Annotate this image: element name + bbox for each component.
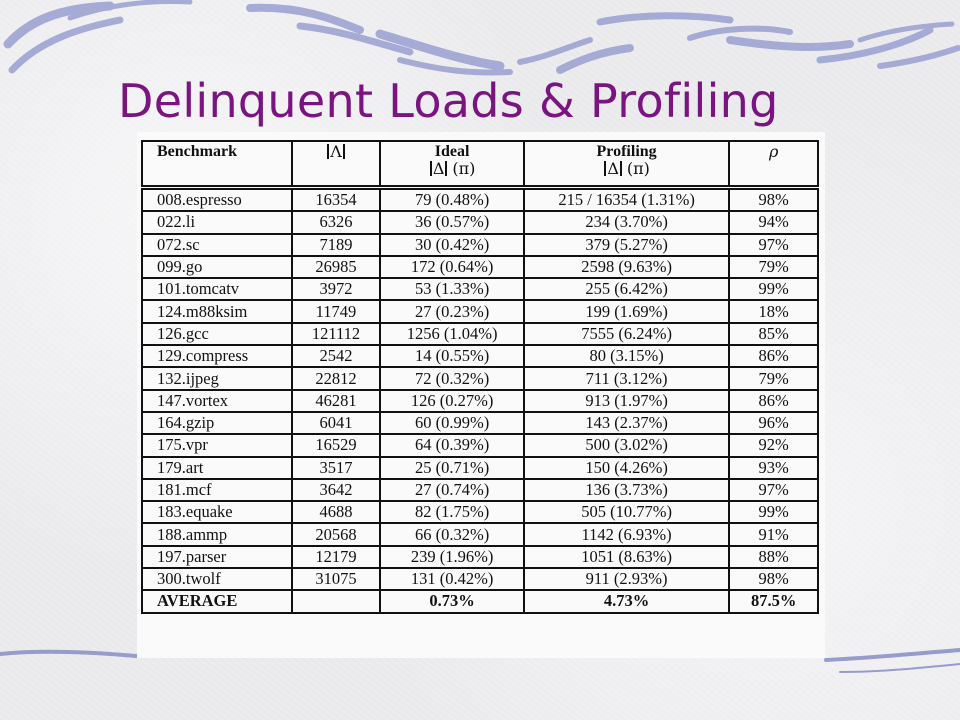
cell-benchmark: 300.twolf	[142, 568, 292, 590]
cell-ideal: 64 (0.39%)	[380, 434, 524, 456]
ideal-pi-symbol: (π)	[452, 159, 476, 178]
cell-ideal: 72 (0.32%)	[380, 367, 524, 389]
cell-ideal: 66 (0.32%)	[380, 523, 524, 545]
slide-title: Delinquent Loads & Profiling	[118, 74, 779, 128]
cell-profiling: 7555 (6.24%)	[524, 323, 729, 345]
cell-benchmark: 072.sc	[142, 234, 292, 256]
cell-lambda: 12179	[292, 546, 381, 568]
cell-rho: 79%	[729, 256, 818, 278]
cell-benchmark: 022.li	[142, 211, 292, 233]
cell-ideal: 27 (0.74%)	[380, 479, 524, 501]
cell-ideal: 239 (1.96%)	[380, 546, 524, 568]
cell-lambda: 4688	[292, 501, 381, 523]
cell-rho: 86%	[729, 345, 818, 367]
cell-rho: 99%	[729, 501, 818, 523]
table-row	[142, 278, 818, 300]
cell-lambda: 22812	[292, 367, 381, 389]
cell-benchmark: 179.art	[142, 457, 292, 479]
cell-lambda: 46281	[292, 390, 381, 412]
table-row	[142, 479, 818, 501]
table-header-row	[142, 141, 818, 188]
cell-profiling: 1142 (6.93%)	[524, 523, 729, 545]
cell-profiling: 505 (10.77%)	[524, 501, 729, 523]
cell-rho: 92%	[729, 434, 818, 456]
average-rho: 87.5%	[729, 590, 818, 612]
cell-rho: 98%	[729, 188, 818, 212]
cell-ideal: 1256 (1.04%)	[380, 323, 524, 345]
cell-profiling: 911 (2.93%)	[524, 568, 729, 590]
table-row	[142, 345, 818, 367]
cell-benchmark: 129.compress	[142, 345, 292, 367]
cell-rho: 86%	[729, 390, 818, 412]
cell-profiling: 150 (4.26%)	[524, 457, 729, 479]
table-row	[142, 211, 818, 233]
cell-lambda: 121112	[292, 323, 381, 345]
cell-ideal: 126 (0.27%)	[380, 390, 524, 412]
ideal-delta-symbol: Δ	[432, 159, 445, 178]
cell-ideal: 36 (0.57%)	[380, 211, 524, 233]
table-row	[142, 188, 818, 212]
table-row	[142, 546, 818, 568]
cell-lambda: 11749	[292, 300, 381, 322]
table-card	[137, 132, 825, 658]
profiling-delta-symbol: Δ	[607, 159, 619, 178]
cell-benchmark: 188.ammp	[142, 523, 292, 545]
cell-profiling: 500 (3.02%)	[524, 434, 729, 456]
cell-profiling: 255 (6.42%)	[524, 278, 729, 300]
cell-lambda: 16354	[292, 188, 381, 212]
cell-rho: 97%	[729, 479, 818, 501]
average-profiling: 4.73%	[524, 590, 729, 612]
header-rho: ρ	[729, 141, 818, 188]
cell-benchmark: 147.vortex	[142, 390, 292, 412]
profiling-pi-symbol: (π)	[626, 159, 650, 178]
cell-rho: 99%	[729, 278, 818, 300]
cell-lambda: 7189	[292, 234, 381, 256]
cell-lambda: 31075	[292, 568, 381, 590]
cell-rho: 18%	[729, 300, 818, 322]
table-row	[142, 390, 818, 412]
cell-profiling: 2598 (9.63%)	[524, 256, 729, 278]
table-row	[142, 256, 818, 278]
table-row	[142, 300, 818, 322]
header-lambda	[292, 141, 381, 188]
cell-ideal: 79 (0.48%)	[380, 188, 524, 212]
cell-lambda: 2542	[292, 345, 381, 367]
table-row	[142, 234, 818, 256]
cell-ideal: 14 (0.55%)	[380, 345, 524, 367]
table-row	[142, 568, 818, 590]
cell-benchmark: 099.go	[142, 256, 292, 278]
cell-benchmark: 126.gcc	[142, 323, 292, 345]
header-ideal	[380, 141, 524, 188]
cell-ideal: 172 (0.64%)	[380, 256, 524, 278]
header-ideal-label: Ideal	[434, 143, 470, 160]
cell-rho: 97%	[729, 234, 818, 256]
average-ideal: 0.73%	[380, 590, 524, 612]
average-lambda	[292, 590, 381, 612]
lambda-symbol: Λ	[330, 142, 342, 161]
table-row	[142, 501, 818, 523]
benchmark-table	[141, 140, 819, 614]
cell-lambda: 3972	[292, 278, 381, 300]
header-profiling	[524, 141, 729, 188]
table-row	[142, 523, 818, 545]
table-row	[142, 367, 818, 389]
cell-ideal: 27 (0.23%)	[380, 300, 524, 322]
cell-ideal: 53 (1.33%)	[380, 278, 524, 300]
cell-benchmark: 132.ijpeg	[142, 367, 292, 389]
cell-benchmark: 008.espresso	[142, 188, 292, 212]
cell-benchmark: 164.gzip	[142, 412, 292, 434]
cell-profiling: 234 (3.70%)	[524, 211, 729, 233]
cell-ideal: 25 (0.71%)	[380, 457, 524, 479]
cell-profiling: 136 (3.73%)	[524, 479, 729, 501]
cell-profiling: 913 (1.97%)	[524, 390, 729, 412]
cell-profiling: 143 (2.37%)	[524, 412, 729, 434]
table-row	[142, 457, 818, 479]
cell-ideal: 30 (0.42%)	[380, 234, 524, 256]
header-benchmark: Benchmark	[142, 141, 292, 188]
cell-lambda: 3517	[292, 457, 381, 479]
header-profiling-label: Profiling	[596, 143, 657, 160]
cell-lambda: 6041	[292, 412, 381, 434]
cell-lambda: 20568	[292, 523, 381, 545]
cell-lambda: 16529	[292, 434, 381, 456]
cell-benchmark: 101.tomcatv	[142, 278, 292, 300]
cell-rho: 91%	[729, 523, 818, 545]
cell-benchmark: 197.parser	[142, 546, 292, 568]
cell-benchmark: 175.vpr	[142, 434, 292, 456]
cell-ideal: 60 (0.99%)	[380, 412, 524, 434]
cell-profiling: 711 (3.12%)	[524, 367, 729, 389]
cell-rho: 88%	[729, 546, 818, 568]
cell-lambda: 6326	[292, 211, 381, 233]
cell-lambda: 3642	[292, 479, 381, 501]
cell-lambda: 26985	[292, 256, 381, 278]
average-label: AVERAGE	[142, 590, 292, 612]
cell-benchmark: 183.equake	[142, 501, 292, 523]
cell-ideal: 82 (1.75%)	[380, 501, 524, 523]
table-row	[142, 323, 818, 345]
table-body	[142, 188, 818, 613]
table-row	[142, 412, 818, 434]
cell-profiling: 379 (5.27%)	[524, 234, 729, 256]
cell-rho: 94%	[729, 211, 818, 233]
cell-profiling: 199 (1.69%)	[524, 300, 729, 322]
cell-rho: 98%	[729, 568, 818, 590]
cell-rho: 96%	[729, 412, 818, 434]
table-row	[142, 434, 818, 456]
cell-profiling: 80 (3.15%)	[524, 345, 729, 367]
cell-rho: 93%	[729, 457, 818, 479]
cell-profiling: 215 / 16354 (1.31%)	[524, 188, 729, 212]
cell-profiling: 1051 (8.63%)	[524, 546, 729, 568]
cell-ideal: 131 (0.42%)	[380, 568, 524, 590]
cell-rho: 79%	[729, 367, 818, 389]
table-row-average	[142, 590, 818, 612]
cell-rho: 85%	[729, 323, 818, 345]
cell-benchmark: 124.m88ksim	[142, 300, 292, 322]
cell-benchmark: 181.mcf	[142, 479, 292, 501]
